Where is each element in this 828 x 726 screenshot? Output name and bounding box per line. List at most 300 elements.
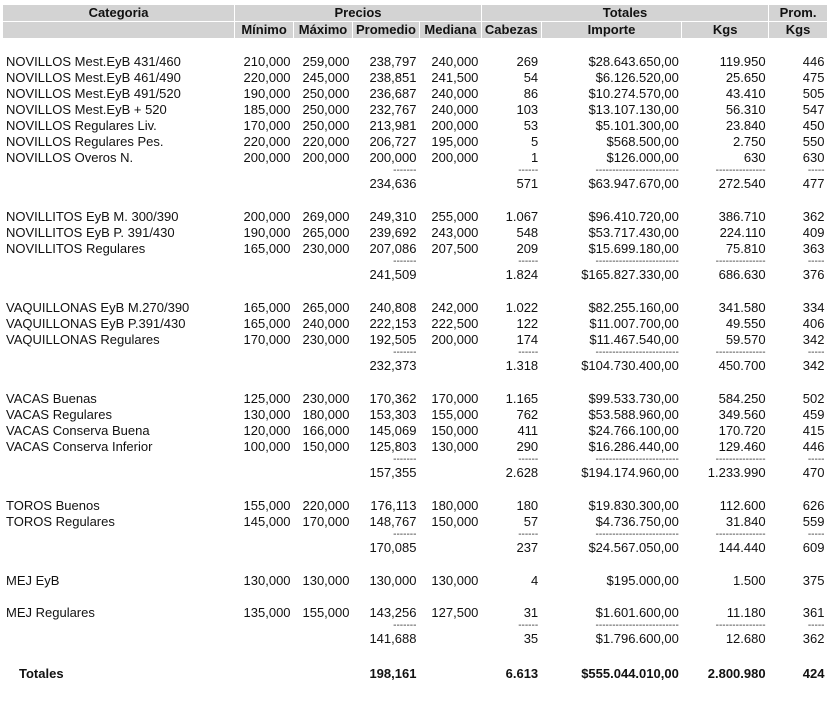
cell-kgs (682, 38, 769, 54)
cell-importe: $165.827.330,00 (581, 267, 679, 282)
cell-maximo: 230,000 (302, 241, 350, 256)
cell-promedio: 148,767 (369, 514, 417, 529)
cell-maximo (294, 455, 353, 464)
cell-category (3, 257, 235, 266)
cell-prom-kgs (769, 589, 828, 605)
cell-category: NOVILLITOS Regulares (6, 241, 146, 256)
cell-prom-kgs: ----- (807, 166, 825, 175)
cell-category: Totales (19, 666, 64, 681)
cell-mediana: 240,000 (431, 86, 479, 101)
cell-minimo: 165,000 (243, 316, 291, 331)
header-precios: Precios (235, 5, 482, 22)
cell-maximo (294, 482, 353, 498)
cell-prom-kgs (769, 193, 828, 209)
header-categoria: Categoria (3, 5, 235, 22)
cell-cabezas: 1.067 (505, 209, 539, 224)
cell-mediana: 222,500 (431, 316, 479, 331)
cell-kgs: 1.500 (733, 573, 766, 588)
cell-maximo (294, 589, 353, 605)
cell-category (3, 482, 235, 498)
cell-cabezas (481, 375, 541, 391)
cell-promedio (352, 193, 419, 209)
cell-cabezas: 1.824 (505, 267, 539, 282)
cell-prom-kgs: 409 (802, 225, 825, 240)
cell-promedio: 239,692 (369, 225, 417, 240)
cell-prom-kgs: 334 (802, 300, 825, 315)
cell-importe: $24.766.100,00 (588, 423, 679, 438)
cell-category: NOVILLOS Regulares Liv. (6, 118, 157, 133)
table-row (3, 423, 828, 439)
table-row (3, 391, 828, 407)
table-row (3, 118, 828, 134)
cell-importe (541, 557, 682, 573)
cell-promedio: 130,000 (369, 573, 417, 588)
cell-prom-kgs: 609 (802, 540, 825, 555)
cell-category: VACAS Conserva Buena (6, 423, 150, 438)
cell-category (3, 648, 235, 664)
cell-category (3, 193, 235, 209)
cell-mediana: 170,000 (431, 391, 479, 406)
cell-kgs (682, 482, 769, 498)
cell-cabezas: ------ (518, 621, 539, 630)
header-totales: Totales (481, 5, 768, 22)
cell-minimo: 200,000 (243, 209, 291, 224)
table-row (3, 225, 828, 241)
cell-category: NOVILLITOS EyB P. 391/430 (6, 225, 175, 240)
cell-kgs: 11.180 (726, 605, 766, 620)
cell-category: NOVILLITOS EyB M. 300/390 (6, 209, 179, 224)
cell-cabezas: ------ (518, 348, 539, 357)
cell-prom-kgs (769, 482, 828, 498)
cell-minimo (235, 348, 294, 357)
cell-prom-kgs: 475 (802, 70, 825, 85)
cell-importe: $96.410.720,00 (588, 209, 679, 224)
cell-cabezas: 571 (516, 176, 539, 191)
cell-minimo (235, 482, 294, 498)
cell-prom-kgs: 342 (802, 332, 825, 347)
cell-importe: $4.736.750,00 (595, 514, 679, 529)
subtotal-row (3, 630, 828, 648)
cell-importe (541, 375, 682, 391)
cell-maximo: 166,000 (302, 423, 350, 438)
cell-promedio: 206,727 (369, 134, 417, 149)
cell-importe: $19.830.300,00 (588, 498, 679, 513)
cell-promedio: 170,085 (369, 540, 417, 555)
cell-cabezas: 1.318 (505, 358, 539, 373)
cell-maximo: 259,000 (302, 54, 350, 69)
spacer-row (3, 193, 828, 209)
header-mediana: Mediana (419, 22, 481, 39)
cell-maximo (294, 557, 353, 573)
subtotal-row (3, 464, 828, 482)
cell-promedio: 198,161 (369, 666, 417, 681)
cell-promedio: ------- (393, 455, 417, 464)
cell-importe: $1.796.600,00 (595, 631, 679, 646)
cell-mediana: 195,000 (431, 134, 479, 149)
cell-category (3, 284, 235, 300)
cell-prom-kgs: 424 (802, 666, 825, 681)
cell-minimo: 185,000 (243, 102, 291, 117)
cell-cabezas: 103 (516, 102, 539, 117)
cell-mediana (419, 530, 481, 539)
cell-promedio: 145,069 (369, 423, 417, 438)
cell-importe: $195.000,00 (606, 573, 679, 588)
cell-maximo: 230,000 (302, 332, 350, 347)
cell-mediana: 242,000 (431, 300, 479, 315)
cell-prom-kgs: 450 (802, 118, 825, 133)
cell-cabezas (481, 38, 541, 54)
cell-mediana (419, 539, 481, 557)
header-minimo: Mínimo (235, 22, 294, 39)
cell-promedio: 241,509 (369, 267, 417, 282)
cell-maximo (294, 266, 353, 284)
cell-kgs: 584.250 (718, 391, 766, 406)
cell-maximo: 245,000 (302, 70, 350, 85)
cell-promedio (352, 375, 419, 391)
cell-category (3, 375, 235, 391)
cell-minimo: 165,000 (243, 241, 291, 256)
cell-importe: $194.174.960,00 (581, 465, 679, 480)
cell-category: TOROS Buenos (6, 498, 100, 513)
separator-row (3, 257, 828, 266)
cell-promedio: 234,636 (369, 176, 417, 191)
cell-mediana (419, 630, 481, 648)
cell-prom-kgs: 559 (802, 514, 825, 529)
cell-prom-kgs: 415 (802, 423, 825, 438)
cell-maximo (294, 193, 353, 209)
cell-kgs: 170.720 (718, 423, 766, 438)
subtotal-row (3, 539, 828, 557)
cell-minimo (235, 630, 294, 648)
cell-kgs (682, 375, 769, 391)
header-kgs: Kgs (682, 22, 769, 39)
cell-importe (541, 589, 682, 605)
cell-maximo: 240,000 (302, 316, 350, 331)
cell-minimo (235, 166, 294, 175)
cell-kgs: 2.800.980 (707, 666, 766, 681)
cell-mediana (419, 455, 481, 464)
cell-category: MEJ Regulares (6, 605, 95, 620)
cell-mediana: 200,000 (431, 118, 479, 133)
header-maximo: Máximo (294, 22, 353, 39)
cell-minimo: 145,000 (243, 514, 291, 529)
cell-promedio: ------- (393, 166, 417, 175)
spacer-row (3, 557, 828, 573)
cell-importe (541, 38, 682, 54)
cell-mediana (419, 38, 481, 54)
cell-promedio: 240,808 (369, 300, 417, 315)
cell-minimo (235, 357, 294, 375)
cell-kgs: 12.680 (725, 631, 766, 646)
cell-prom-kgs: 362 (802, 631, 825, 646)
cell-prom-kgs: 626 (802, 498, 825, 513)
cell-category (3, 557, 235, 573)
cell-minimo (235, 539, 294, 557)
cell-maximo (294, 375, 353, 391)
cell-mediana: 207,500 (431, 241, 479, 256)
cell-importe: $555.044.010,00 (581, 666, 679, 681)
cell-category (3, 530, 235, 539)
cell-minimo (235, 175, 294, 193)
cell-cabezas (481, 589, 541, 605)
cell-mediana: 180,000 (431, 498, 479, 513)
cell-kgs: 59.570 (725, 332, 766, 347)
cell-prom-kgs: 362 (802, 209, 825, 224)
cell-maximo: 170,000 (302, 514, 350, 529)
cell-category (3, 38, 235, 54)
cell-kgs: --------------- (715, 455, 766, 464)
table-row (3, 86, 828, 102)
cell-promedio (352, 589, 419, 605)
cell-maximo: 130,000 (302, 573, 350, 588)
cell-maximo (294, 348, 353, 357)
cell-promedio: 170,362 (369, 391, 417, 406)
table-row (3, 332, 828, 348)
cell-cabezas (481, 193, 541, 209)
cell-promedio: 213,981 (369, 118, 417, 133)
cell-kgs: 686.630 (718, 267, 766, 282)
cell-minimo: 190,000 (243, 86, 291, 101)
cell-prom-kgs: 406 (802, 316, 825, 331)
cell-importe: $126.000,00 (606, 150, 679, 165)
cell-promedio: ------- (393, 257, 417, 266)
cell-prom-kgs (769, 38, 828, 54)
cell-maximo (294, 464, 353, 482)
cell-cabezas: 180 (516, 498, 539, 513)
cell-minimo (235, 557, 294, 573)
cell-minimo: 120,000 (243, 423, 291, 438)
cell-category (3, 175, 235, 193)
cell-minimo (235, 257, 294, 266)
cell-promedio: 143,256 (369, 605, 417, 620)
cell-maximo (294, 664, 353, 684)
cell-cabezas: 31 (523, 605, 539, 620)
table-row (3, 300, 828, 316)
cell-prom-kgs: 550 (802, 134, 825, 149)
cell-minimo: 200,000 (243, 150, 291, 165)
cell-kgs: --------------- (715, 257, 766, 266)
cell-minimo (235, 648, 294, 664)
cell-prom-kgs: ----- (807, 621, 825, 630)
cell-category: NOVILLOS Overos N. (6, 150, 134, 165)
cell-category (3, 166, 235, 175)
cell-minimo: 170,000 (243, 118, 291, 133)
cell-cabezas: 6.613 (505, 666, 539, 681)
cell-promedio: 141,688 (369, 631, 417, 646)
cell-promedio: 157,355 (369, 465, 417, 480)
cell-kgs: --------------- (715, 348, 766, 357)
cell-mediana (419, 348, 481, 357)
cell-mediana: 255,000 (431, 209, 479, 224)
cell-promedio: ------- (393, 530, 417, 539)
cell-mediana: 150,000 (431, 423, 479, 438)
cell-importe (541, 284, 682, 300)
cell-promedio: 207,086 (369, 241, 417, 256)
separator-row (3, 348, 828, 357)
cell-prom-kgs: 361 (802, 605, 825, 620)
header-promedio: Promedio (352, 22, 419, 39)
cell-mediana: 127,500 (431, 605, 479, 620)
cell-kgs: 2.750 (733, 134, 766, 149)
cell-maximo: 180,000 (302, 407, 350, 422)
cell-kgs (682, 648, 769, 664)
cell-kgs: 341.580 (718, 300, 766, 315)
cell-kgs: 56.310 (725, 102, 766, 117)
cell-minimo: 210,000 (243, 54, 291, 69)
spacer-row (3, 284, 828, 300)
cell-importe: $82.255.160,00 (588, 300, 679, 315)
cell-prom-kgs: ----- (807, 530, 825, 539)
cell-cabezas: 2.628 (505, 465, 539, 480)
cell-cabezas: 57 (523, 514, 539, 529)
cell-kgs: 49.550 (725, 316, 766, 331)
cell-importe: $24.567.050,00 (588, 540, 679, 555)
cell-maximo (294, 38, 353, 54)
cell-minimo: 220,000 (243, 70, 291, 85)
cell-importe: ------------------------- (595, 257, 679, 266)
cell-category: VACAS Buenas (6, 391, 97, 406)
cell-minimo: 130,000 (243, 573, 291, 588)
cell-mediana (419, 589, 481, 605)
cell-importe: $6.126.520,00 (595, 70, 679, 85)
cell-category (3, 630, 235, 648)
cell-maximo: 269,000 (302, 209, 350, 224)
cell-mediana: 130,000 (431, 439, 479, 454)
separator-row (3, 455, 828, 464)
cell-maximo: 250,000 (302, 118, 350, 133)
cell-prom-kgs: 375 (802, 573, 825, 588)
header-cabezas: Cabezas (481, 22, 541, 39)
cell-kgs: 386.710 (718, 209, 766, 224)
cell-minimo (235, 284, 294, 300)
cell-cabezas (481, 648, 541, 664)
cell-cabezas: 1.022 (505, 300, 539, 315)
cell-category: VACAS Conserva Inferior (6, 439, 153, 454)
cell-cabezas (481, 482, 541, 498)
cell-prom-kgs: 630 (802, 150, 825, 165)
cell-prom-kgs: ----- (807, 348, 825, 357)
cell-category (3, 455, 235, 464)
cell-cabezas: ------ (518, 455, 539, 464)
cell-minimo (235, 621, 294, 630)
subtotal-row (3, 357, 828, 375)
separator-row (3, 530, 828, 539)
table-row (3, 439, 828, 455)
cell-mediana (419, 266, 481, 284)
cell-promedio: 249,310 (369, 209, 417, 224)
cell-promedio (352, 557, 419, 573)
cell-maximo: 265,000 (302, 300, 350, 315)
cell-category (3, 464, 235, 482)
cell-mediana: 200,000 (431, 150, 479, 165)
cell-mediana (419, 375, 481, 391)
cell-kgs: 23.840 (725, 118, 766, 133)
table-header (3, 5, 828, 38)
cell-maximo: 220,000 (302, 498, 350, 513)
cell-importe (541, 648, 682, 664)
cell-mediana: 241,500 (431, 70, 479, 85)
cell-prom-kgs: 470 (802, 465, 825, 480)
cell-cabezas: ------ (518, 530, 539, 539)
cell-minimo (235, 266, 294, 284)
cell-promedio: 200,000 (369, 150, 417, 165)
cell-mediana (419, 357, 481, 375)
cell-importe: $53.717.430,00 (588, 225, 679, 240)
cell-mediana (419, 621, 481, 630)
cell-mediana (419, 648, 481, 664)
cell-maximo (294, 175, 353, 193)
cell-category (3, 357, 235, 375)
cell-kgs: 224.110 (719, 225, 766, 240)
cell-kgs: 119.950 (719, 54, 766, 69)
cell-prom-kgs: 342 (802, 358, 825, 373)
cell-kgs: 43.410 (725, 86, 766, 101)
cell-promedio: 192,505 (369, 332, 417, 347)
cell-minimo: 130,000 (243, 407, 291, 422)
cell-mediana: 155,000 (431, 407, 479, 422)
cell-importe: ------------------------- (595, 621, 679, 630)
cell-promedio: 125,803 (369, 439, 417, 454)
cell-category (3, 266, 235, 284)
cell-importe: $568.500,00 (606, 134, 679, 149)
cell-importe: ------------------------- (595, 530, 679, 539)
cell-kgs: 25.650 (725, 70, 766, 85)
cell-cabezas: 86 (523, 86, 539, 101)
cell-minimo: 170,000 (243, 332, 291, 347)
cell-importe: ------------------------- (595, 348, 679, 357)
cell-kgs: 272.540 (718, 176, 766, 191)
cell-promedio: 238,851 (369, 70, 417, 85)
cell-minimo (235, 464, 294, 482)
cell-mediana: 240,000 (431, 54, 479, 69)
cell-category (3, 539, 235, 557)
separator-row (3, 621, 828, 630)
cell-importe: $15.699.180,00 (588, 241, 679, 256)
table-row (3, 134, 828, 150)
cell-prom-kgs: 363 (802, 241, 825, 256)
table-row (3, 605, 828, 621)
separator-row (3, 166, 828, 175)
cell-importe: $13.107.130,00 (588, 102, 679, 117)
cell-promedio: 236,687 (369, 86, 417, 101)
cell-promedio: 232,767 (369, 102, 417, 117)
cell-prom-kgs: 446 (802, 54, 825, 69)
cell-promedio (352, 38, 419, 54)
cell-category: NOVILLOS Mest.EyB 491/520 (6, 86, 181, 101)
cell-category: NOVILLOS Regulares Pes. (6, 134, 164, 149)
cell-importe: ------------------------- (595, 455, 679, 464)
cell-cabezas: 548 (516, 225, 539, 240)
cell-minimo (235, 455, 294, 464)
cell-mediana (419, 482, 481, 498)
cell-prom-kgs: 446 (802, 439, 825, 454)
header-prom: Prom. (769, 5, 828, 22)
cell-cabezas: 1.165 (505, 391, 539, 406)
spacer-row (3, 38, 828, 54)
cell-minimo: 155,000 (243, 498, 291, 513)
totals-row (3, 664, 828, 684)
header-importe: Importe (541, 22, 682, 39)
cell-kgs: 1.233.990 (707, 465, 766, 480)
cell-importe: $99.533.730,00 (588, 391, 679, 406)
cell-category: TOROS Regulares (6, 514, 115, 529)
cell-mediana (419, 557, 481, 573)
cell-importe: $11.007.700,00 (589, 316, 679, 331)
cell-mediana (419, 257, 481, 266)
cell-maximo (294, 284, 353, 300)
cell-kgs (682, 284, 769, 300)
cell-prom-kgs: 459 (802, 407, 825, 422)
